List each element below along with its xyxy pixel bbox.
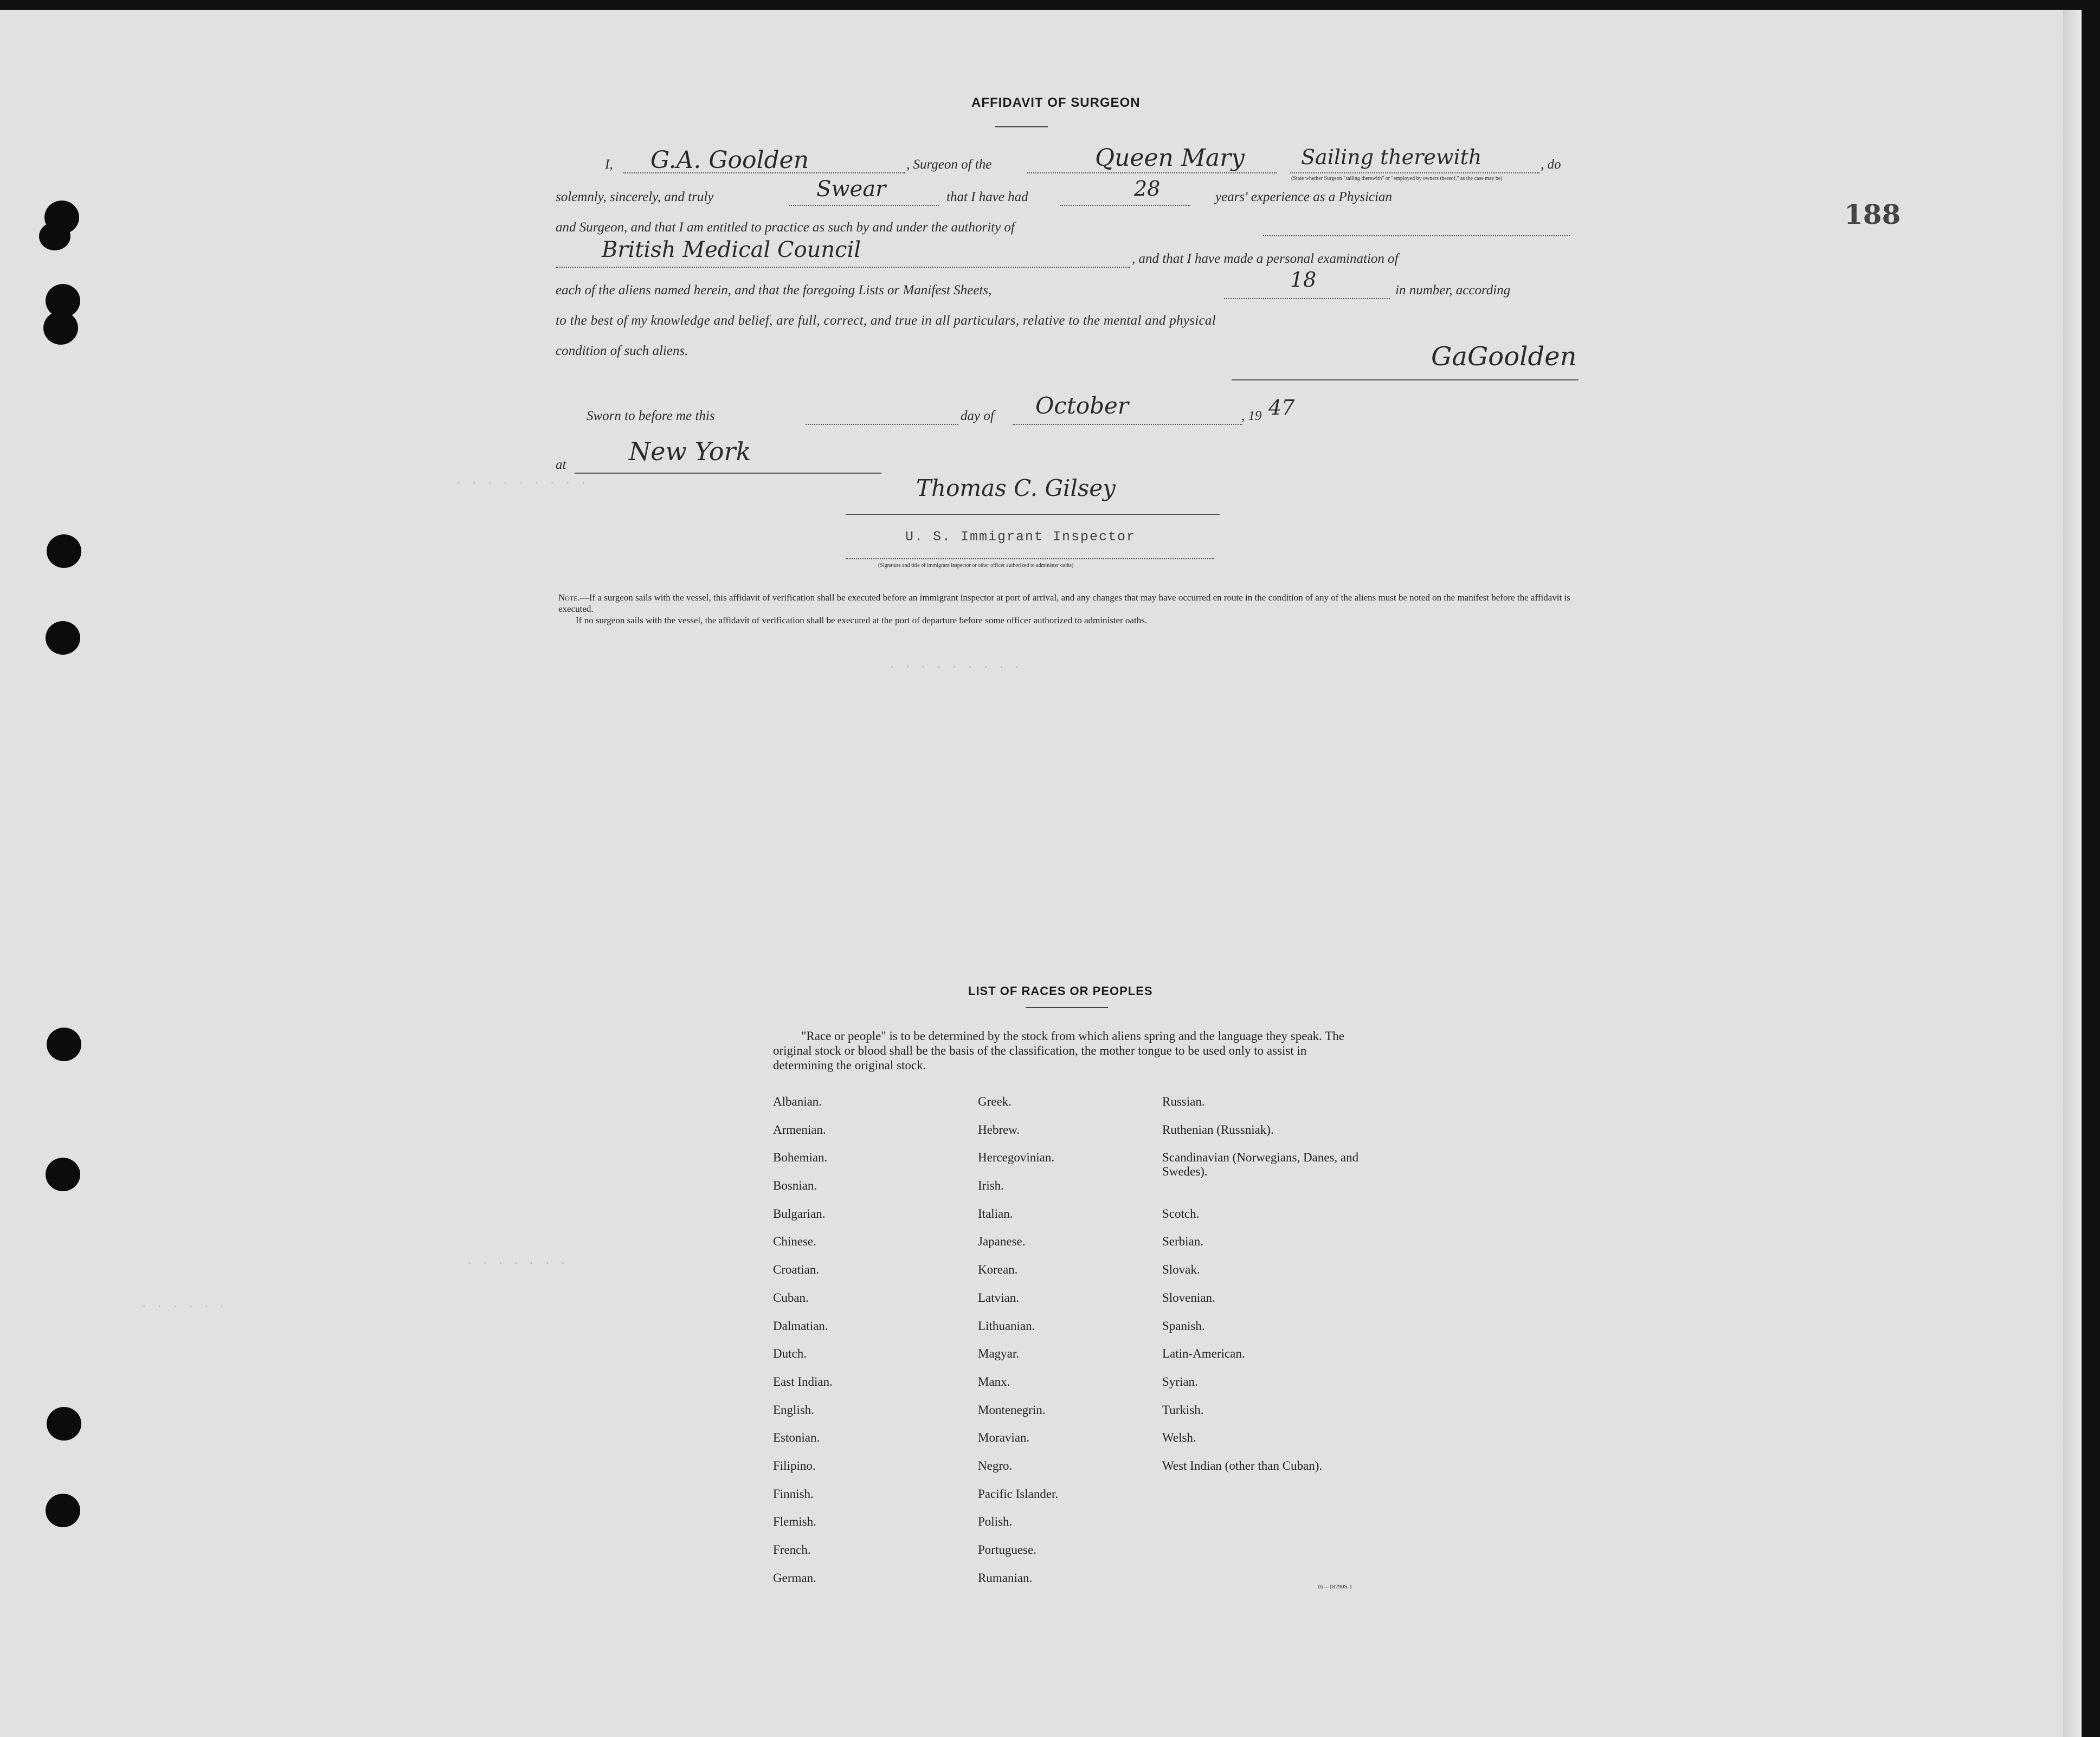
race-item: Scotch. <box>1162 1206 1200 1221</box>
race-item: Magyar. <box>978 1347 1020 1361</box>
note-line1: If a surgeon sails with the vessel, this affidavit of verification shall be executed before an immigrant inspector at port of arrival, and any changes that may have occurred en route in the condition of any of the aliens must be noted on the manifest before the affidavit is executed. <box>558 592 1570 614</box>
races-title-rule <box>1026 1007 1108 1008</box>
race-item: Lithuanian. <box>978 1319 1035 1333</box>
race-item: Slovenian. <box>1162 1290 1215 1305</box>
sailing-note: (State whether Surgeon "sailing therewith" or "employed by owners thereof," as the case may be) <box>1291 176 1503 182</box>
inspector-signature: Thomas C. Gilsey <box>916 475 1116 501</box>
place-field <box>575 465 881 474</box>
sworn-label: Sworn to before me this <box>587 409 715 423</box>
binder-hole <box>43 311 78 345</box>
race-item: Albanian. <box>773 1095 822 1108</box>
binder-hole <box>47 1028 81 1061</box>
race-item: Portuguese. <box>978 1543 1036 1557</box>
race-item: Finnish. <box>773 1487 814 1501</box>
line2-mid: that I have had <box>946 190 1028 204</box>
at-label: at <box>556 457 566 472</box>
inspector-signature-line <box>846 514 1220 515</box>
surgeon-of-label: , Surgeon of the <box>906 157 992 172</box>
bleed-through-text: · · · · · · · · · <box>889 661 1022 673</box>
ship-name: Queen Mary <box>1095 144 1245 172</box>
race-item: Moravian. <box>978 1431 1030 1445</box>
race-item: Hercegovinian. <box>978 1151 1055 1165</box>
race-item: Croatian. <box>773 1263 819 1277</box>
day-of-label: day of <box>961 409 994 423</box>
form-code: 16—18790S-1 <box>1317 1584 1352 1590</box>
race-item: Welsh. <box>1162 1431 1196 1445</box>
note-block <box>558 592 1577 626</box>
sailing-status: Sailing therewith <box>1301 145 1482 169</box>
race-item: Armenian. <box>773 1122 826 1137</box>
races-column-1 <box>773 1095 833 1599</box>
binder-hole <box>46 1158 80 1191</box>
race-item: Dutch. <box>773 1347 807 1361</box>
race-item: Estonian. <box>773 1431 820 1445</box>
manifest-page <box>0 10 2082 1737</box>
year-prefix: , 19 <box>1241 409 1262 423</box>
binder-hole <box>47 1407 81 1441</box>
race-item: Cuban. <box>773 1290 809 1305</box>
race-item: Turkish. <box>1162 1403 1204 1417</box>
race-item: West Indian (other than Cuban). <box>1162 1458 1323 1473</box>
race-item: Negro. <box>978 1458 1013 1473</box>
race-item: Spanish. <box>1162 1319 1205 1333</box>
line5-start: each of the aliens named herein, and that the foregoing Lists or Manifest Sheets, <box>556 283 992 298</box>
title-rule <box>995 126 1048 127</box>
inspector-title-line <box>846 557 1214 559</box>
years-value: 28 <box>1134 177 1161 201</box>
authority-field-top <box>1263 224 1570 236</box>
line3: and Surgeon, and that I am entitled to practice as such by and under the authority of <box>556 220 1015 235</box>
binder-hole <box>39 222 70 250</box>
surgeon-signature: GaGoolden <box>1431 341 1577 372</box>
race-item: Bohemian. <box>773 1151 828 1165</box>
race-item: Polish. <box>978 1515 1013 1529</box>
race-item: German. <box>773 1571 816 1585</box>
bleed-through-text: · · · · · · <box>141 1301 227 1313</box>
month-value: October <box>1035 392 1129 419</box>
races-column-2 <box>978 1095 1058 1599</box>
race-item: Korean. <box>978 1263 1018 1277</box>
race-item: Irish. <box>978 1179 1004 1193</box>
bleed-through-text: · · · · · · · · · <box>455 477 588 489</box>
affidavit-title: AFFIDAVIT OF SURGEON <box>971 95 1141 110</box>
race-item: Pacific Islander. <box>978 1487 1059 1501</box>
place-value: New York <box>629 437 751 466</box>
authority-value: British Medical Council <box>602 237 861 262</box>
races-column-3 <box>1162 1095 1379 1487</box>
race-item: Rumanian. <box>978 1571 1033 1585</box>
sheets-count: 18 <box>1290 268 1317 292</box>
oath-word: Swear <box>816 177 886 202</box>
line2-start: solemnly, sincerely, and truly <box>556 190 714 204</box>
inspector-title: U. S. Immigrant Inspector <box>905 529 1136 545</box>
note-line2: If no surgeon sails with the vessel, the affidavit of verification shall be executed at the port of departure before some officer authorized to administer oaths. <box>576 615 1148 625</box>
race-item: East Indian. <box>773 1374 833 1389</box>
line6: to the best of my knowledge and belief, are full, correct, and true in all particulars, relative to the mental and physical <box>556 313 1216 328</box>
race-item: Chinese. <box>773 1235 816 1249</box>
do-label: , do <box>1541 157 1561 172</box>
day-field <box>806 412 958 425</box>
race-item: Latin-American. <box>1162 1347 1245 1361</box>
years-field <box>1060 193 1190 206</box>
race-item: Greek. <box>978 1095 1012 1108</box>
race-item: Bosnian. <box>773 1179 817 1193</box>
line7: condition of such aliens. <box>556 344 688 358</box>
inspector-caption: (Signature and title of immigrant inspector or other officer authorized to administer oaths) <box>878 563 1074 569</box>
races-title: LIST OF RACES OR PEOPLES <box>968 984 1153 998</box>
bleed-through-text: · · · · · · · <box>466 1257 568 1269</box>
binder-hole <box>46 621 80 655</box>
race-item: Italian. <box>978 1206 1013 1221</box>
page-number: 188 <box>1844 198 1901 230</box>
races-intro: "Race or people" is to be determined by the stock from which aliens spring and the language they speak. The original stock or blood shall be the basis of the classification, the mother tongue to be used only to assist in determining the original stock. <box>773 1029 1344 1072</box>
race-item: Serbian. <box>1162 1235 1204 1249</box>
race-item: Hebrew. <box>978 1122 1020 1137</box>
binder-hole <box>46 1494 80 1527</box>
race-item: Montenegrin. <box>978 1403 1046 1417</box>
i-label: I, <box>605 157 613 172</box>
line4-end: , and that I have made a personal examination of <box>1132 251 1399 266</box>
race-item: Ruthenian (Russniak). <box>1162 1122 1274 1137</box>
line2-end: years' experience as a Physician <box>1215 190 1393 204</box>
surgeon-signature-line <box>1232 374 1579 380</box>
race-item: Flemish. <box>773 1515 816 1529</box>
race-item: Slovak. <box>1162 1263 1200 1277</box>
line5-end: in number, according <box>1395 283 1511 298</box>
binder-hole <box>47 534 81 568</box>
race-item: Manx. <box>978 1374 1010 1389</box>
race-item: Filipino. <box>773 1458 816 1473</box>
race-item: Bulgarian. <box>773 1206 826 1221</box>
race-item: Russian. <box>1162 1095 1205 1108</box>
race-item: Japanese. <box>978 1235 1026 1249</box>
surgeon-name: G.A. Goolden <box>650 146 809 174</box>
note-lead: Note.— <box>558 592 589 603</box>
race-item: English. <box>773 1403 815 1417</box>
race-item: Dalmatian. <box>773 1319 828 1333</box>
race-item: French. <box>773 1543 811 1557</box>
race-item: Latvian. <box>978 1290 1019 1305</box>
race-item: Scandinavian (Norwegians, Danes, and Swedes). <box>1162 1151 1359 1179</box>
race-item: Syrian. <box>1162 1374 1198 1389</box>
year-value: 47 <box>1268 396 1295 419</box>
